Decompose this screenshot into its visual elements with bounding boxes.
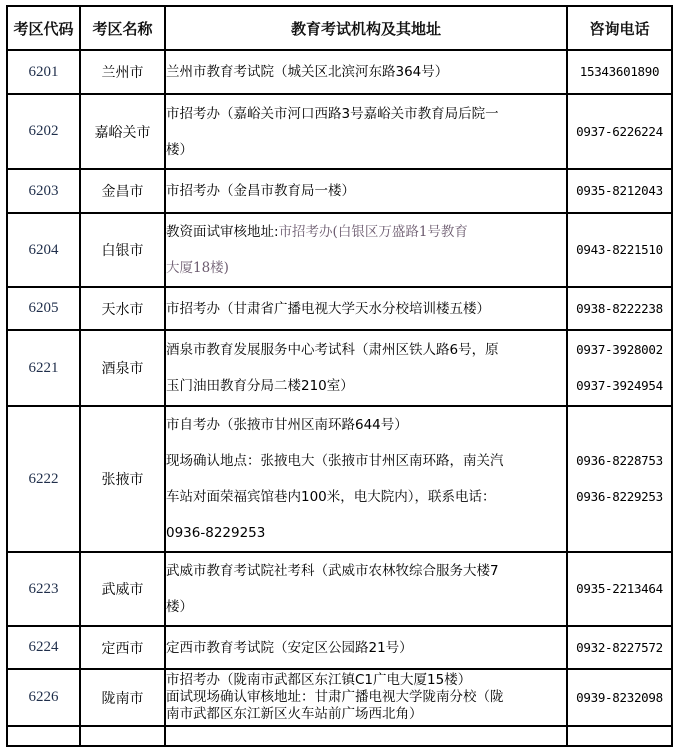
region-name: 武威市 [80, 552, 165, 626]
table-row [7, 213, 672, 287]
header-code: 考区代码 [7, 6, 80, 50]
exam-office-table [6, 5, 673, 747]
address-line: 市招考办（陇南市武都区东江镇C1广电大厦15楼） [166, 672, 472, 688]
phone-number: 0937-3924954 [576, 378, 663, 393]
address-line: 大厦18楼) [166, 260, 229, 276]
phone [567, 330, 672, 406]
region-name: 兰州市 [80, 50, 165, 94]
address-line: 市招考办（嘉峪关市河口西路3号嘉峪关市教育局后院一 [166, 105, 499, 122]
header-row [7, 6, 672, 50]
region-name: 酒泉市 [80, 330, 165, 406]
table-row [7, 669, 672, 726]
address-line: 面试现场确认审核地址：甘肃广播电视大学陇南分校（陇 [166, 689, 504, 705]
region-name: 嘉峪关市 [80, 94, 165, 169]
phone-number: 0937-3928002 [576, 342, 663, 357]
office-address [165, 330, 567, 406]
table-row [7, 50, 672, 94]
region-name: 定西市 [80, 626, 165, 669]
address-line: 市自考办（张掖市甘州区南环路644号） [166, 417, 408, 433]
phone [567, 50, 672, 94]
phone-number: 0939-8232098 [576, 689, 663, 705]
phone [567, 287, 672, 330]
office-address [165, 213, 567, 287]
phone [567, 169, 672, 213]
office-address [165, 50, 567, 94]
address-line: 酒泉市教育发展服务中心考试科（肃州区铁人路6号，原 [166, 342, 499, 358]
phone [567, 626, 672, 669]
region-name: 天水市 [80, 287, 165, 330]
address-line: 武威市教育考试院社考科（武威市农林牧综合服务大楼7 [166, 563, 499, 579]
phone-number: 0932-8227572 [576, 639, 663, 655]
address-line [166, 214, 566, 250]
region-code: 6202 [7, 94, 80, 169]
phone-number: 0943-8221510 [576, 242, 663, 257]
table-row [7, 406, 672, 552]
table-row [7, 287, 672, 330]
phone [567, 669, 672, 726]
table-row [7, 552, 672, 626]
office-address [165, 169, 567, 213]
address-line: 定西市教育考试院（安定区公园路21号） [166, 639, 413, 656]
office-address [165, 669, 567, 726]
region-name: 张掖市 [80, 406, 165, 552]
office-address [165, 287, 567, 330]
address-line: 兰州市教育考试院（城关区北滨河东路364号） [166, 64, 449, 80]
region-code: 6222 [7, 406, 80, 552]
table-row-partial [7, 726, 672, 746]
phone [567, 406, 672, 552]
address-line: 0936-8229253 [166, 525, 266, 541]
phone-number: 0937-6226224 [576, 123, 663, 139]
address-line: 车站对面荣福宾馆巷内100米，电大院内），联系电话： [166, 489, 496, 505]
office-address [165, 552, 567, 626]
phone-number: 15343601890 [579, 64, 660, 79]
region-code: 6201 [7, 50, 80, 94]
address-line: 市招考办（金昌市教育局一楼） [166, 183, 355, 199]
address-line: 玉门油田教育分局二楼210室） [166, 378, 354, 394]
region-name: 白银市 [80, 213, 165, 287]
region-code: 6203 [7, 169, 80, 213]
office-address [165, 406, 567, 552]
cut-off-title [6, 0, 306, 2]
address-line: 现场确认地点：张掖电大（张掖市甘州区南环路，南关汽 [166, 453, 504, 469]
region-code: 6223 [7, 552, 80, 626]
address-line: 南市武都区东江新区火车站前广场西北角） [166, 706, 423, 722]
region-code: 6226 [7, 669, 80, 726]
header-address: 教育考试机构及其地址 [165, 6, 567, 50]
phone-number: 0935-2213464 [576, 581, 663, 596]
office-address [165, 626, 567, 669]
table-row [7, 626, 672, 669]
region-code: 6224 [7, 626, 80, 669]
header-name: 考区名称 [80, 6, 165, 50]
phone [567, 94, 672, 169]
address-line: 楼） [166, 141, 193, 158]
address-line: 楼） [166, 599, 193, 615]
header-phone: 咨询电话 [567, 6, 672, 50]
phone-number: 0936-8229253 [576, 489, 663, 504]
region-name: 金昌市 [80, 169, 165, 213]
phone [567, 213, 672, 287]
table-row [7, 330, 672, 406]
phone-number: 0935-8212043 [576, 183, 663, 198]
office-address [165, 94, 567, 169]
table-row [7, 94, 672, 169]
region-code: 6221 [7, 330, 80, 406]
phone-number: 0938-8222238 [576, 300, 663, 316]
phone [567, 552, 672, 626]
address-text: 市招考办(白银区万盛路1号教育 [278, 224, 468, 240]
region-name: 陇南市 [80, 669, 165, 726]
address-line: 市招考办（甘肃省广播电视大学天水分校培训楼五楼） [166, 300, 490, 317]
table-row [7, 169, 672, 213]
phone-number: 0936-8228753 [576, 453, 663, 468]
region-code: 6205 [7, 287, 80, 330]
region-code: 6204 [7, 213, 80, 287]
address-prefix: 教资面试审核地址: [166, 224, 279, 240]
